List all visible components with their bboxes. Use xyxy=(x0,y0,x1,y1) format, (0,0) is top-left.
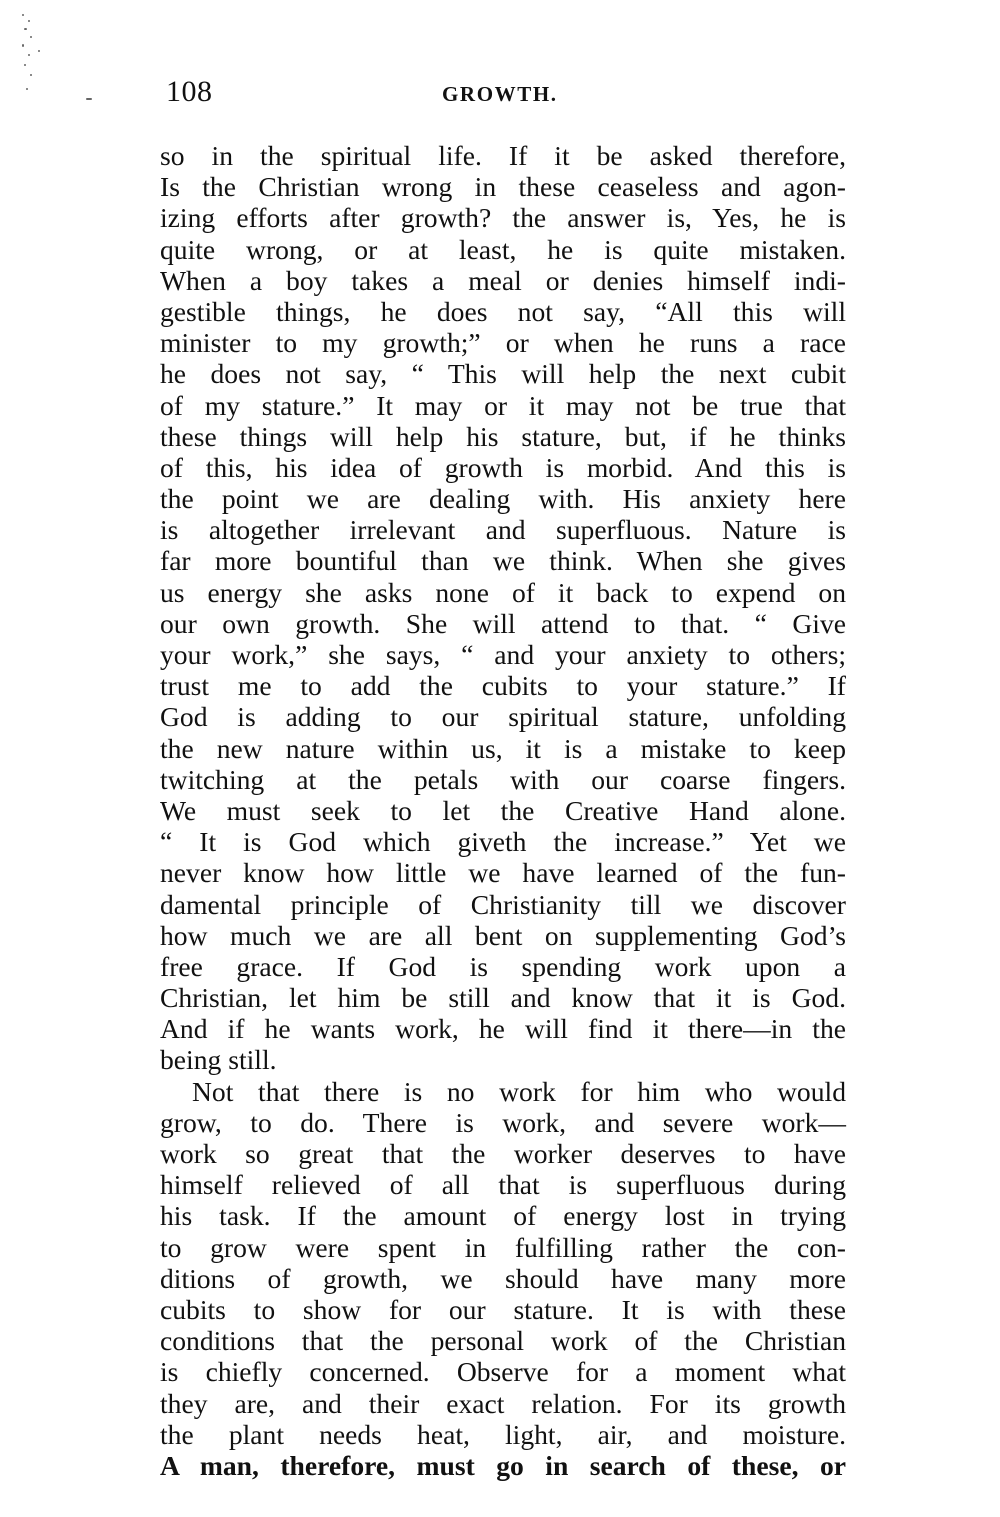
text-line: We must seek to let the Creative Hand alone. xyxy=(160,794,846,826)
text-line: quite wrong, or at least, he is quite mistaken. xyxy=(160,233,846,265)
page-number: 108 xyxy=(166,75,213,108)
text-line: they are, and their exact relation. For its growth xyxy=(160,1387,846,1419)
text-line: your work,” she says, “ and your anxiety to others; xyxy=(160,639,846,670)
text-line: our own growth. She will attend to that. “ Give xyxy=(160,607,846,639)
text-line: he does not say, “ This will help the next cubit xyxy=(160,358,846,390)
text-line: us energy she asks none of it back to expend on xyxy=(160,576,846,608)
text-line: gestible things, he does not say, “All this will xyxy=(160,295,846,327)
body-text xyxy=(160,140,846,1481)
page-header xyxy=(166,74,846,114)
page-edge-specks xyxy=(18,10,68,110)
text-line: is chiefly concerned. Observe for a moment what xyxy=(160,1356,846,1388)
paragraph-end-line: being still. xyxy=(160,1044,277,1076)
text-line: And if he wants work, he will find it there—in the xyxy=(160,1013,846,1045)
text-line: ditions of growth, we should have many more xyxy=(160,1262,846,1294)
text-line: free grace. If God is spending work upon a xyxy=(160,950,846,982)
text-line: never know how little we have learned of the fun- xyxy=(160,857,846,889)
text-line: so in the spiritual life. If it be asked therefore, xyxy=(160,140,846,171)
text-line: grow, to do. There is work, and severe work— xyxy=(160,1106,846,1138)
text-line: work so great that the worker deserves to have xyxy=(160,1138,846,1169)
text-line: of this, his idea of growth is morbid. And this is xyxy=(160,451,846,483)
text-line: damental principle of Christianity till we discover xyxy=(160,888,846,920)
text-line: twitching at the petals with our coarse fingers. xyxy=(160,763,846,795)
text-line: A man, therefore, must go in search of these, or xyxy=(160,1449,846,1481)
text-line: to grow were spent in fulfilling rather the con- xyxy=(160,1231,846,1263)
text-line: izing efforts after growth? the answer is, Yes, he is xyxy=(160,202,846,234)
text-line: God is adding to our spiritual stature, unfolding xyxy=(160,701,846,733)
running-head: GROWTH. xyxy=(442,82,558,106)
text-line: the new nature within us, it is a mistake to keep xyxy=(160,732,846,764)
text-line: When a boy takes a meal or denies himself indi- xyxy=(160,264,846,296)
text-line: these things will help his stature, but, if he thinks xyxy=(160,420,846,452)
text-line: cubits to show for our stature. It is with these xyxy=(160,1293,846,1325)
text-line: himself relieved of all that is superfluous during xyxy=(160,1169,846,1201)
text-line: conditions that the personal work of the Christian xyxy=(160,1325,846,1357)
text-line: the plant needs heat, light, air, and moisture. xyxy=(160,1418,846,1450)
text-line: of my stature.” It may or it may not be true that xyxy=(160,389,846,421)
paragraph-start-line: Not that there is no work for him who would xyxy=(192,1075,846,1107)
text-line: minister to my growth;” or when he runs a race xyxy=(160,327,846,359)
text-line: his task. If the amount of energy lost in trying xyxy=(160,1200,846,1232)
text-line: how much we are all bent on supplementing God’s xyxy=(160,919,846,951)
text-line: far more bountiful than we think. When she gives xyxy=(160,545,846,577)
text-line: “ It is God which giveth the increase.” Yet we xyxy=(160,826,846,858)
text-line: the point we are dealing with. His anxiety here xyxy=(160,483,846,515)
text-line: Is the Christian wrong in these ceaseless and agon- xyxy=(160,171,846,203)
text-line: Christian, let him be still and know that it is God. xyxy=(160,982,846,1014)
text-line: is altogether irrelevant and superfluous. Nature is xyxy=(160,514,846,546)
text-line: trust me to add the cubits to your stature.” If xyxy=(160,670,846,702)
